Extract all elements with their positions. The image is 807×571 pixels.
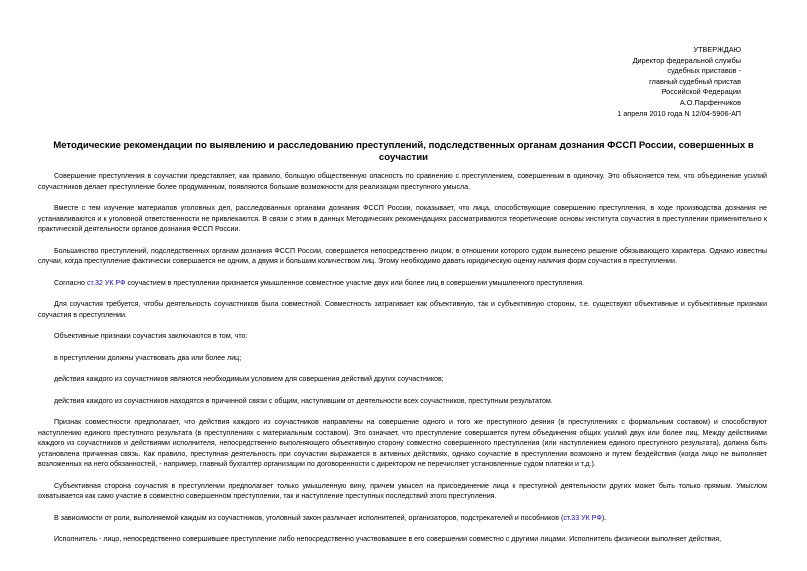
law-article-link[interactable]: ст.33 УК РФ [563, 513, 602, 522]
paragraph [38, 513, 767, 524]
paragraph: Признак совместности предполагает, что действия каждого из соучастников направлены на совершение одного и того же преступного деяния (в преступлениях с формальным составом) и способствуют наступлению единого преступного результата (в преступлениях с материальным составом). Это означает, что преступление совершается путем объединения общих усилий двух или более лиц. Между действиями каждого из соучастников и действиями исполнителя, непосредственно выполняющего объективную сторону совместно совершенного преступления (или наступлением единого преступного результата), должна быть установлена причинная связь. Как правило, преступная деятельность при соучастии выражается в активных действиях, однако соучастие в преступлении возможно и путем бездействия (когда лицо не выполняет возложенных на него обязанностей, - например, главный бухгалтер организации по договоренности с директором не перечисляет установленные судом платежи и т.д.). [38, 418, 767, 468]
paragraph: Объективные признаки соучастия заключаются в том, что: [54, 332, 248, 340]
document-body [38, 171, 767, 556]
paragraph: Субъективная сторона соучастия в преступлении предполагает только умышленную вину, причем умысел на присоединение лица к преступной деятельности других может быть только прямым. Умыслом охватывается как само участие в совместно совершенном преступлении, так и наступление преступных последствий этого преступления. [38, 481, 767, 500]
paragraph-text: Согласно [54, 278, 87, 287]
approval-line: Директор федеральной службы [632, 55, 741, 65]
paragraph-text: В зависимости от роли, выполняемой каждым из соучастников, уголовный закон различает исполнителей, организаторов, подстрекателей и пособников ( [54, 513, 564, 522]
approval-line: Российской Федерации [661, 87, 741, 97]
approval-line: А.О.Парфенчиков [679, 97, 741, 107]
approval-line: судебных приставов - [667, 66, 741, 76]
paragraph [38, 278, 767, 289]
paragraph-text: ). [601, 513, 607, 522]
paragraph: Совершение преступления в соучастии представляет, как правило, большую общественную опасность по сравнению с преступлением, совершенным в одиночку. Это объясняется тем, что объединение усилий соучастников делает преступление более продуманным, появляются большие возможности для реализации преступного умысла. [38, 172, 767, 191]
approval-line: главный судебный пристав [649, 76, 741, 86]
paragraph: Большинство преступлений, подследственных органам дознания ФССП России, совершается непосредственно лицом, в отношении которого судом вынесено решение обязывающего характера. Однако известны случаи, когда преступление фактически совершается не одним, а двумя и большим количеством лиц. Этому необходимо давать юридическую оценку наличия форм соучастия в преступлении. [38, 246, 767, 265]
paragraph: в преступлении должны участвовать два или более лиц; [54, 353, 242, 362]
approval-block [617, 45, 741, 119]
approval-line: 1 апреля 2010 года N 12/04-5906-АП [617, 108, 741, 118]
law-article-link[interactable]: ст.32 УК РФ [86, 278, 126, 287]
paragraph: Исполнитель - лицо, непосредственно совершившее преступление либо непосредственно участвовавшее в его совершении совместно с другими лицами. Исполнитель физически выполняет действия, [54, 535, 722, 543]
paragraph: действия каждого из соучастников находятся в причинной связи с общим, наступившим от деятельности всех соучастников, преступным результатом. [54, 396, 553, 405]
paragraph: Для соучастия требуется, чтобы деятельность соучастников была совместной. Совместность затрагивает как объективную, так и субъективную стороны, т.е. существуют объективные и субъективные признаки соучастия в преступлении. [38, 300, 767, 319]
paragraph-text: соучастием в преступлении признается умышленное совместное участие двух или более лиц в совершении умышленного преступления. [125, 278, 585, 287]
paragraph: Вместе с тем изучение материалов уголовных дел, расследованных органами дознания ФССП России, показывает, что лица, способствующие совершению преступления, в ходе производства дознания не устанавливаются и к уголовной ответственности не привлекаются. В связи с этим в данных Методических рекомендациях рассматриваются теоретические основы института соучастия в преступлении применительно к практической деятельности органов дознания ФССП России. [38, 204, 767, 233]
paragraph: действия каждого из соучастников являются необходимым условием для совершения действий других соучастников; [54, 375, 444, 383]
document-title: Методические рекомендации по выявлению и расследованию преступлений, подследственных органам дознания ФССП России, совершенных в соучастии [53, 140, 754, 163]
approval-line: УТВЕРЖДАЮ [693, 45, 741, 54]
